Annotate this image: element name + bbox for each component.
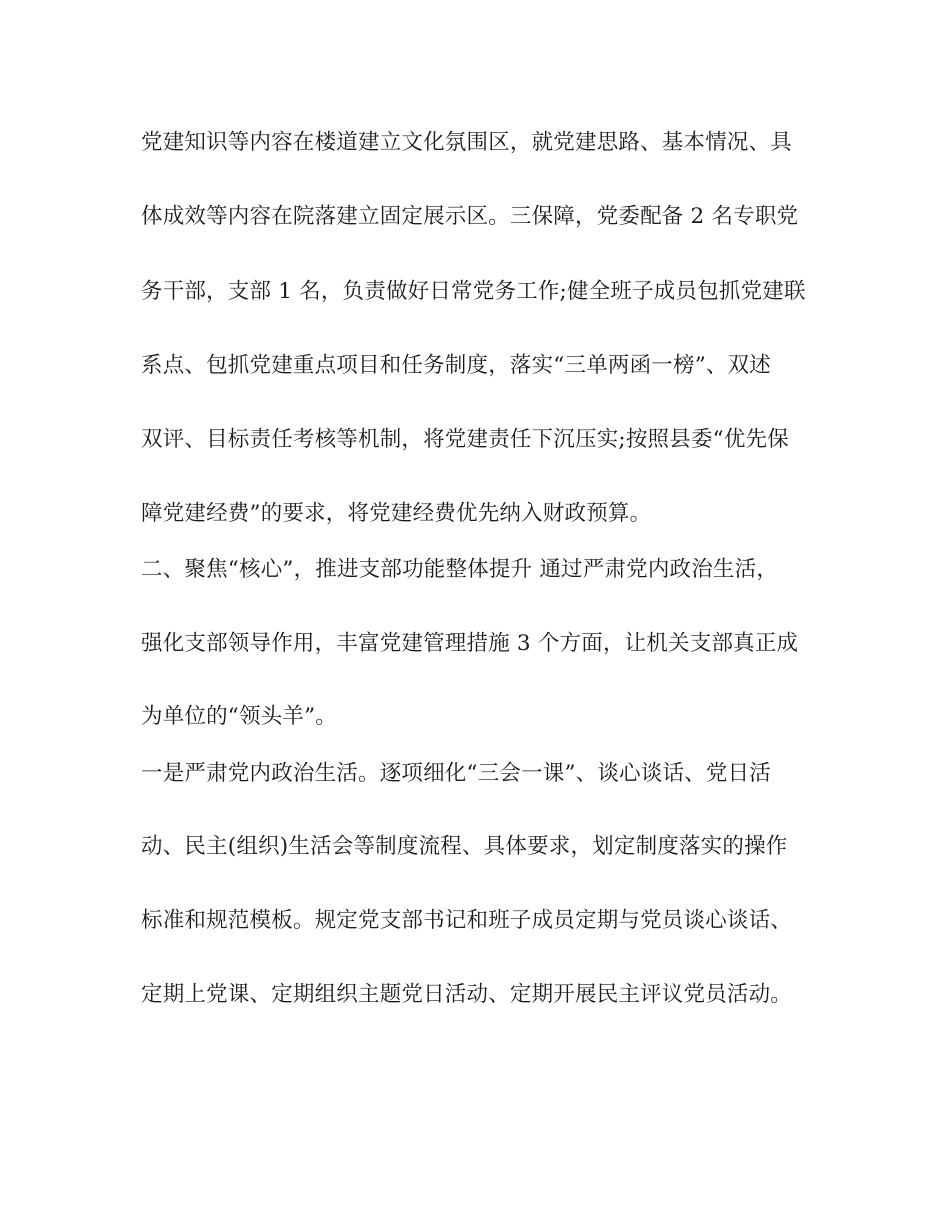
paragraph-line: 系点、包抓党建重点项目和任务制度，落实“三单两函一榜”、双述 [141,353,771,378]
paragraph-line: 动、民主(组织)生活会等制度流程、具体要求，划定制度落实的操作 [141,834,788,859]
paragraph-line: 体成效等内容在院落建立固定展示区。三保障，党委配备 2 名专职党 [141,204,799,229]
section-heading-line: 二、聚焦“核心”，推进支部功能整体提升 通过严肃党内政治生活， [141,557,779,582]
paragraph-line: 一是严肃党内政治生活。逐项细化“三会一课”、谈心谈话、党日活 [141,761,771,786]
paragraph-line: 为单位的“领头羊”。 [141,704,337,729]
paragraph-line: 强化支部领导作用，丰富党建管理措施 3 个方面，让机关支部真正成 [141,631,799,656]
paragraph-line: 务干部，支部 1 名，负责做好日常党务工作;健全班子成员包抓党建联 [141,279,806,304]
paragraph-line: 障党建经费”的要求，将党建经费优先纳入财政预算。 [141,501,652,526]
paragraph-line: 党建知识等内容在楼道建立文化氛围区，就党建思路、基本情况、具 [141,130,793,155]
paragraph-line: 定期上党课、定期组织主题党日活动、定期开展民主评议党员活动。 [141,982,793,1007]
paragraph-line: 双评、目标责任考核等机制，将党建责任下沉压实;按照县委“优先保 [141,427,789,452]
paragraph-line: 标准和规范模板。规定党支部书记和班子成员定期与党员谈心谈话、 [141,908,793,933]
